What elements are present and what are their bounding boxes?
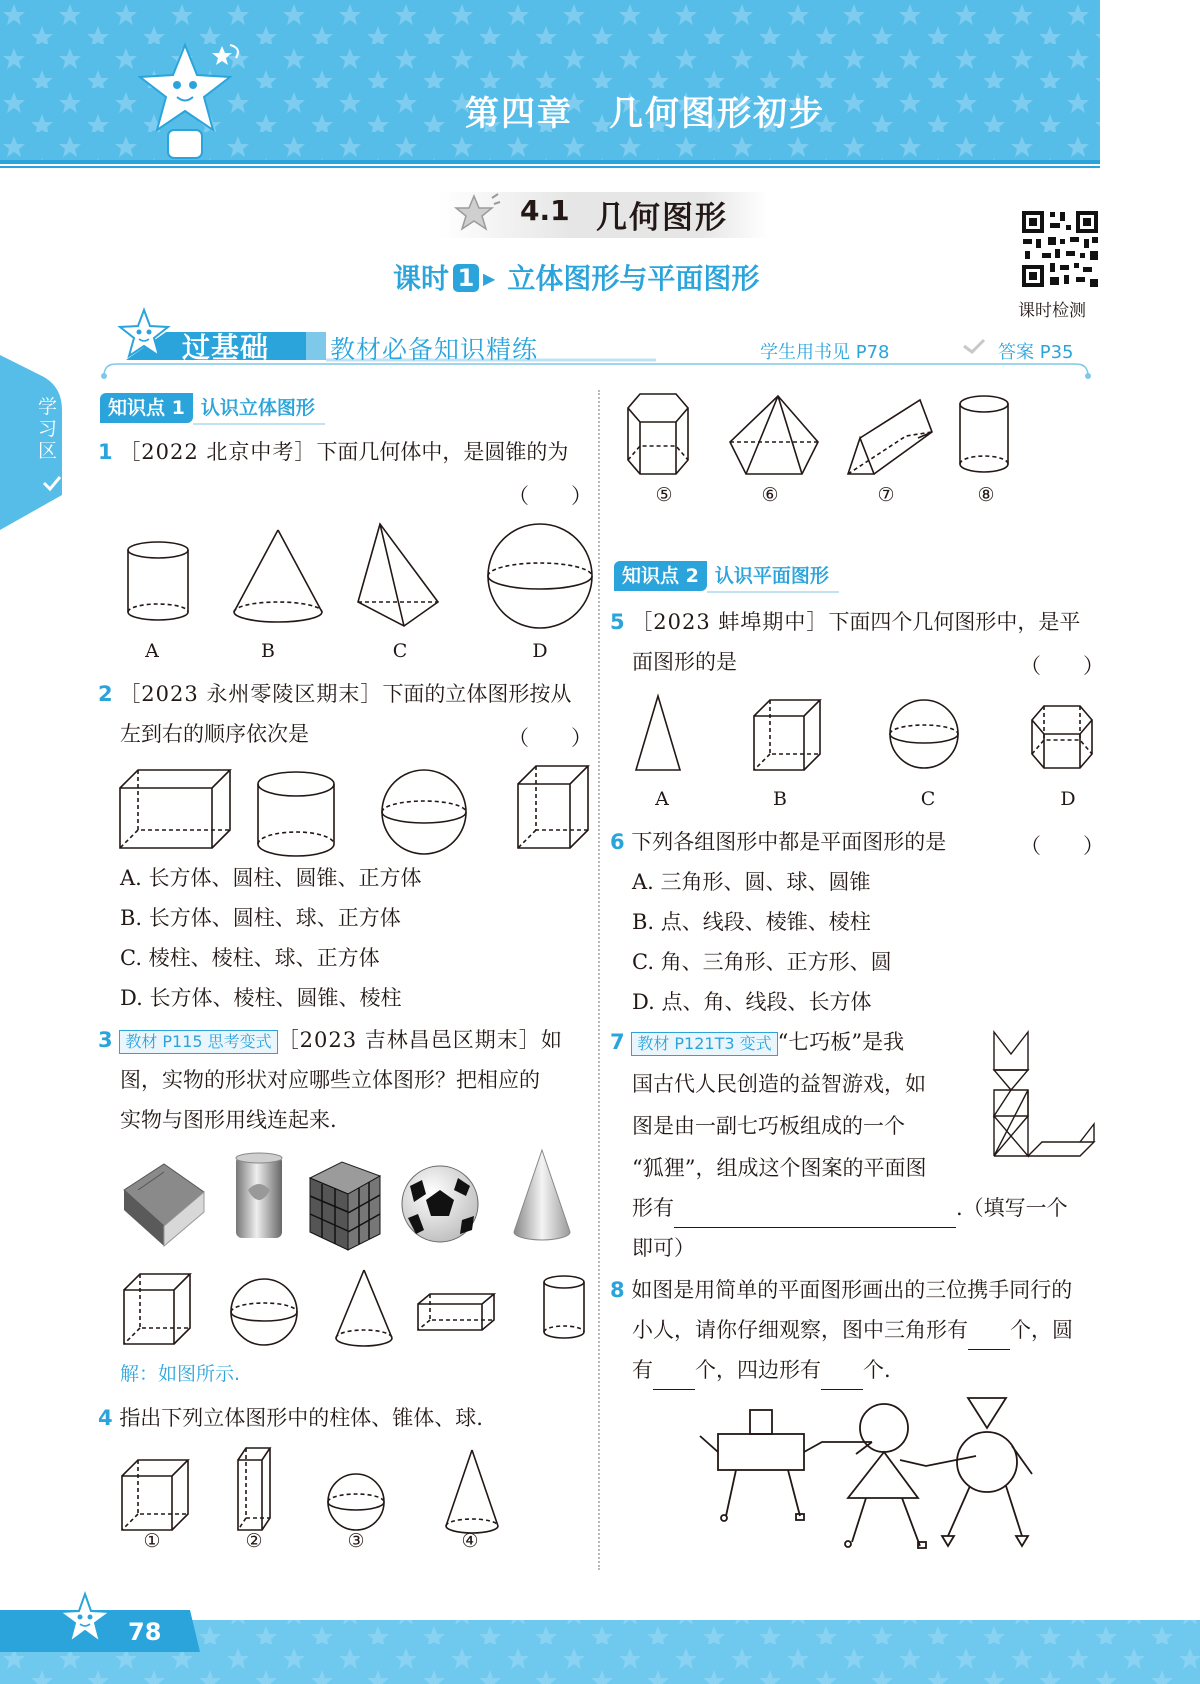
cone-shape [446,1450,498,1526]
q3-number: 3 [98,1028,113,1052]
book-photo-icon [124,1164,204,1246]
q7-line1: “七巧板”是我 [777,1030,905,1054]
q6-option-c[interactable]: C. 角、三角形、正方形、圆 [632,950,892,974]
q1-label-a: A [145,640,159,662]
q8-triangle-blank[interactable] [968,1319,1010,1350]
q5-label-b: B [773,788,787,810]
q7-line5-start: 形有 [632,1196,674,1220]
triangular-prism-shape [848,400,932,474]
q3-photos [118,1150,598,1260]
lesson-number-badge: 1 [453,264,479,292]
q2-text-line1: 下面的立体图形按从 [382,682,572,706]
q7-line2: 国古代人民创造的益智游戏，如 [632,1072,926,1096]
answer-ref[interactable]: 答案 P35 [998,342,1074,363]
cube-shape [518,766,588,848]
q3-answer: 解：如图所示. [120,1363,241,1385]
q4-label-1: ① [143,1530,161,1552]
cylinder-shape [960,396,1008,412]
question-3 [98,1020,598,1060]
lesson-title [393,262,759,296]
chapter-title: 第四章 几何图形初步 [465,94,825,134]
kp1-tag: 知识点 1 [100,393,193,423]
q4-label-6: ⑥ [761,484,779,506]
q2-option-d[interactable]: D. 长方体、棱柱、圆锥、棱柱 [120,986,402,1010]
q7-line3: 图是由一副七巧板组成的一个 [632,1114,905,1138]
q5-figures [630,692,1100,782]
qr-caption: 课时检测 [1018,301,1086,321]
rubiks-cube-photo-icon [310,1162,380,1250]
side-tab-label: 学习区 [38,396,58,462]
question-4 [98,1398,598,1438]
cone-photo-icon [514,1150,570,1240]
q6-answer-paren[interactable]: （ ） [1020,834,1104,858]
q5-source: ［2023 蚌埠期中］ [631,610,829,634]
page-number: 78 [128,1618,162,1646]
footer-band [0,1600,1200,1684]
q1-number: 1 [98,440,113,464]
q7-line6: 即可） [632,1236,695,1260]
q1-label-d: D [532,640,548,662]
q3-source: ［2023 吉林昌邑区期末］ [277,1028,541,1052]
q2-option-a[interactable]: A. 长方体、圆柱、圆锥、正方体 [120,866,422,890]
q5-label-d: D [1060,788,1076,810]
q7-line4: “狐狸”，组成这个图案的平面图 [632,1156,927,1180]
q5-text-line2: 面图形的是 [632,650,737,674]
q4-label-5: ⑤ [655,484,673,506]
q2-number: 2 [98,682,113,706]
cuboid-shape [120,770,230,848]
q7-line5-end: .（填写一个 [956,1196,1068,1220]
q4-label-4: ④ [461,1530,479,1552]
kp1-title: 认识立体图形 [193,393,325,425]
q4-text: 指出下列立体图形中的柱体、锥体、球. [119,1406,483,1430]
q7-answer-blank[interactable] [674,1197,956,1228]
q4-label-2: ② [245,1530,263,1552]
q2-text-line2: 左到右的顺序依次是 [120,722,309,746]
q6-option-a[interactable]: A. 三角形、圆、球、圆锥 [632,870,871,894]
knowledge-point-1 [100,393,325,423]
q2-figures [116,762,596,862]
q2-option-b[interactable]: B. 长方体、圆柱、球、正方体 [120,906,401,930]
q7-line5 [632,1188,1068,1228]
q7-textbook-tag: 教材 P121T3 变式 [631,1032,777,1056]
q8-circle-blank[interactable] [653,1359,695,1390]
sphere-shape [382,770,466,854]
q4-label-8: ⑧ [977,484,995,506]
cone-shape [336,1270,392,1338]
q8-line1: 如图是用简单的平面图形画出的三位携手同行的 [631,1278,1073,1302]
q2-answer-paren[interactable]: （ ） [508,726,592,750]
q4-figures-5-8 [628,390,1028,480]
q1-figures [100,520,600,630]
triangle-shape [636,696,680,770]
q2-option-c[interactable]: C. 棱柱、棱柱、球、正方体 [120,946,380,970]
q8-quadrilateral-blank[interactable] [821,1359,863,1390]
q8-line2 [632,1310,1073,1350]
q6-option-d[interactable]: D. 点、角、线段、长方体 [632,990,872,1014]
knowledge-point-2 [614,561,839,591]
question-2 [98,674,598,714]
q3-solid-figures [118,1266,598,1356]
banner-subtitle: 教材必备知识精练 [330,335,539,364]
q8-line3-a: 有 [632,1358,653,1382]
q3-text-line1-end: 如 [540,1028,562,1052]
q1-source: ［2022 北京中考］ [119,440,317,464]
question-5 [610,602,1110,642]
banner-mascot-icon [118,308,170,364]
tangram-fox-figure [986,1030,1096,1166]
section-number: 4.1 [520,194,570,227]
kp2-title: 认识平面图形 [707,561,839,593]
q8-line2-a: 小人，请你仔细观察，图中三角形有 [632,1318,968,1342]
qr-code-icon[interactable] [1020,209,1100,289]
three-figures-drawing [696,1396,1036,1566]
q5-number: 5 [610,610,625,634]
hexagonal-prism-shape [628,394,688,474]
q4-label-3: ③ [347,1530,365,1552]
q6-text: 下列各组图形中都是平面图形的是 [631,830,947,854]
q5-label-a: A [655,788,669,810]
q2-source: ［2023 永州零陵区期末］ [119,682,383,706]
sphere-shape [328,1474,384,1530]
sphere-shape [890,700,958,768]
soccer-ball-photo-icon [402,1166,478,1242]
q4-number: 4 [98,1406,113,1430]
can-photo-icon [236,1153,282,1238]
q8-line3-b: 个，四边形有 [695,1358,821,1382]
lesson-prefix: 课时 [393,262,450,295]
triangle-right-icon: ▶ [483,269,496,288]
banner-title: 过基础 [182,331,270,364]
cylinder-shape [258,772,334,796]
q8-line2-b: 个，圆 [1010,1318,1073,1342]
q1-text: 下面几何体中，是圆锥的为 [316,440,569,464]
q3-text-line2: 图，实物的形状对应哪些立体图形？把相应的 [120,1068,540,1092]
q8-line3-c: 个. [863,1358,891,1382]
q7-number: 7 [610,1030,625,1054]
pyramid-shape [730,396,818,474]
q1-label-c: C [392,640,408,662]
q8-line3 [632,1350,891,1390]
q6-number: 6 [610,830,625,854]
question-8 [610,1270,1072,1310]
q5-label-c: C [920,788,936,810]
q3-text-line3: 实物与图形用线连起来. [120,1108,337,1132]
cylinder-shape [544,1276,584,1288]
question-6 [610,822,946,862]
sphere-shape [231,1279,297,1345]
sphere-shape [488,524,592,628]
star-icon [452,192,500,236]
kp2-tag: 知识点 2 [614,561,707,591]
cylinder-shape [128,542,188,558]
question-7 [610,1022,904,1062]
q4-label-7: ⑦ [877,484,895,506]
q6-option-b[interactable]: B. 点、线段、棱锥、棱柱 [632,910,871,934]
cone-shape [234,530,322,612]
q3-textbook-tag: 教材 P115 思考变式 [119,1030,277,1054]
hexagonal-prism-shape [1032,706,1092,768]
section-title: 几何图形 [596,200,728,236]
q5-text-line1: 下面四个几何图形中，是平 [828,610,1081,634]
q1-label-b: B [261,640,275,662]
pyramid-shape [358,524,438,626]
q8-number: 8 [610,1278,625,1302]
question-1 [98,432,594,472]
footer-mascot-icon [58,1592,112,1652]
q5-answer-paren[interactable]: （ ） [1020,654,1104,678]
student-book-ref[interactable]: 学生用书见 P78 [760,342,890,363]
lesson-title-text: 立体图形与平面图形 [507,262,760,295]
q1-answer-paren[interactable]: （ ） [508,484,592,508]
